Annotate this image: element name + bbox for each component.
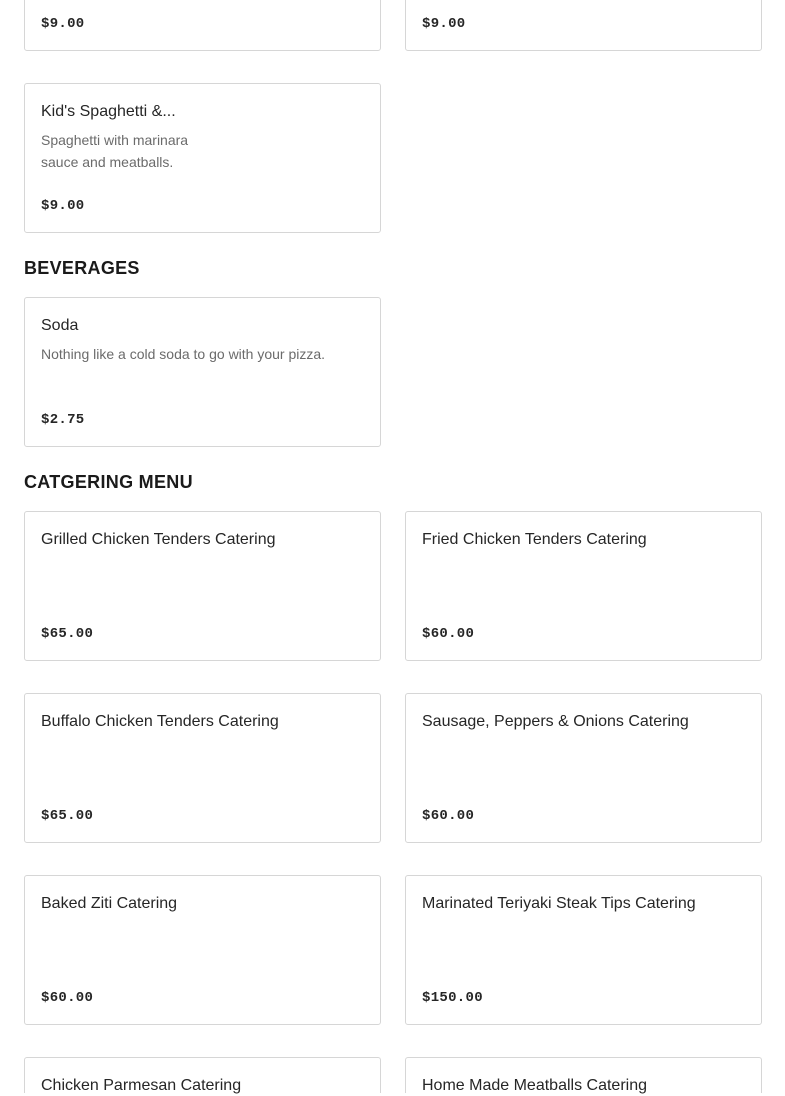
- menu-item-card[interactable]: [405, 1057, 762, 1093]
- item-price: $65.00: [41, 808, 94, 824]
- menu-item-card[interactable]: [24, 875, 381, 1025]
- item-price: $60.00: [422, 626, 475, 642]
- item-name: Marinated Teriyaki Steak Tips Catering: [422, 895, 696, 912]
- menu-item-card[interactable]: [405, 693, 762, 843]
- item-price: $65.00: [41, 626, 94, 642]
- section-title-beverages: BEVERAGES: [24, 258, 140, 278]
- item-name: Grilled Chicken Tenders Catering: [41, 531, 276, 548]
- menu-item-card[interactable]: [24, 693, 381, 843]
- menu-item-card[interactable]: [24, 511, 381, 661]
- item-price: $60.00: [422, 808, 475, 824]
- menu-item-card[interactable]: [24, 0, 381, 51]
- item-description: Nothing like a cold soda to go with your pizza.: [41, 346, 326, 362]
- item-name: Sausage, Peppers & Onions Catering: [422, 713, 689, 730]
- menu-item-card[interactable]: [405, 511, 762, 661]
- item-description-line: Spaghetti with marinara: [41, 132, 189, 148]
- item-name: Kid's Spaghetti &...: [41, 103, 176, 120]
- item-price: $9.00: [422, 16, 466, 32]
- item-name: Buffalo Chicken Tenders Catering: [41, 713, 279, 730]
- item-name: Soda: [41, 317, 79, 334]
- section-title-catering: CATGERING MENU: [24, 472, 193, 492]
- item-description: [41, 129, 188, 173]
- item-price: $60.00: [41, 990, 94, 1006]
- menu-item-card[interactable]: [405, 0, 762, 51]
- item-price: $9.00: [41, 16, 85, 32]
- menu-item-card[interactable]: [24, 1057, 381, 1093]
- item-name: Fried Chicken Tenders Catering: [422, 531, 647, 548]
- item-name: Baked Ziti Catering: [41, 895, 178, 912]
- menu-item-card-soda[interactable]: [24, 297, 381, 447]
- menu-item-card[interactable]: [405, 875, 762, 1025]
- item-name: Chicken Parmesan Catering: [41, 1077, 242, 1094]
- item-name: Home Made Meatballs Catering: [422, 1077, 647, 1094]
- item-description-line: sauce and meatballs.: [41, 154, 174, 170]
- menu-item-card-kids-spaghetti[interactable]: [24, 83, 381, 233]
- item-price: $9.00: [41, 198, 85, 214]
- item-price: $2.75: [41, 412, 85, 428]
- item-price: $150.00: [422, 990, 483, 1006]
